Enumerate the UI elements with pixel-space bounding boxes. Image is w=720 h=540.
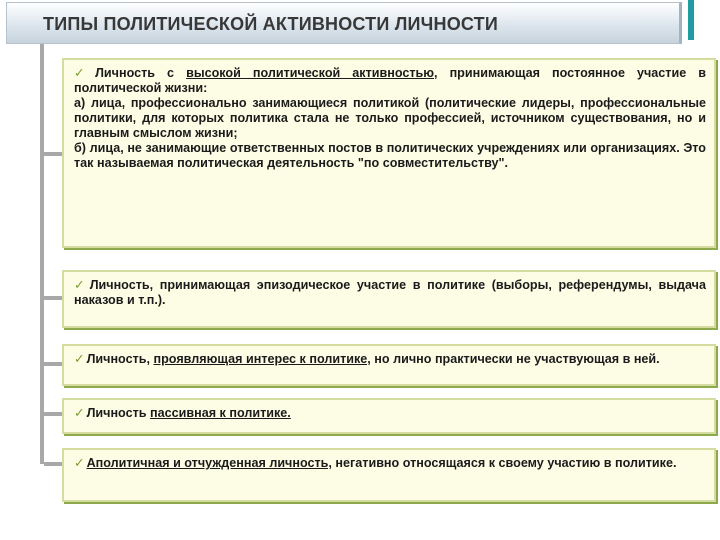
- box-1-highlight: высокой политической активностью,: [186, 66, 438, 80]
- connector-tick-5: [44, 462, 62, 466]
- connector-spine: [40, 44, 44, 464]
- box-2-text: [74, 278, 706, 308]
- accent-stripe: [688, 0, 694, 40]
- connector-tick-2: [44, 296, 62, 300]
- box-3-rest: но лично практически не участвующая в ней.: [370, 352, 660, 366]
- type-box-episodic: [62, 270, 716, 328]
- type-box-high-activity: [62, 58, 716, 248]
- box-5-text: [74, 456, 706, 471]
- type-box-apolitical: [62, 448, 716, 502]
- box-1-rest: принимающая постоянное участие в политической жизни:: [74, 66, 706, 95]
- type-box-passive: [62, 398, 716, 434]
- page-title: ТИПЫ ПОЛИТИЧЕСКОЙ АКТИВНОСТИ ЛИЧНОСТИ: [43, 14, 499, 34]
- checkmark-icon: ✓: [74, 352, 85, 366]
- checkmark-icon: ✓: [74, 278, 88, 292]
- box-2-body: Личность, принимающая эпизодическое участие в политике (выборы, референдумы, выдача наказов и т.п.).: [74, 278, 706, 307]
- box-1-item-a: а) лица, профессионально занимающиеся политикой (политические лидеры, профессиональные политики, для которых политика стала не только профессией, источником существования, но и главным смыслом жизни;: [74, 96, 706, 140]
- box-1-item-b: б) лица, не занимающие ответственных постов в политических учреждениях или организациях. Это так называемая политическая деятельность "по совместительству".: [74, 141, 706, 170]
- box-3-text: [74, 352, 706, 367]
- type-box-interested: [62, 344, 716, 386]
- connector-tick-3: [44, 362, 62, 366]
- connector-tick-4: [44, 412, 62, 416]
- checkmark-icon: ✓: [74, 66, 94, 80]
- title-banner: [6, 2, 682, 44]
- box-1-text: [74, 66, 706, 171]
- box-4-text: [74, 406, 706, 421]
- checkmark-icon: ✓: [74, 406, 85, 420]
- box-4-highlight: пассивная к политике.: [150, 406, 291, 420]
- box-3-lead: Личность,: [86, 352, 154, 366]
- box-5-rest: негативно относящаяся к своему участию в политике.: [331, 456, 677, 470]
- connector-tick-1: [44, 152, 62, 156]
- box-4-lead: Личность: [86, 406, 150, 420]
- box-5-highlight: Аполитичная и отчужденная личность,: [86, 456, 332, 470]
- box-1-lead: Личность с: [95, 66, 187, 80]
- box-3-highlight: проявляющая интерес к политике,: [153, 352, 371, 366]
- checkmark-icon: ✓: [74, 456, 85, 470]
